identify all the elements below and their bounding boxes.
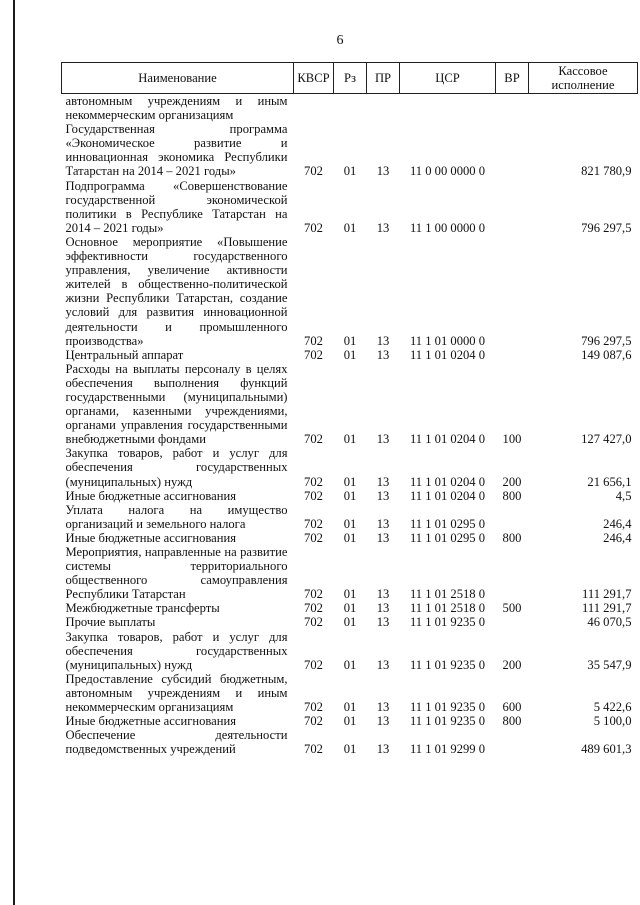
cell-pr: 13 bbox=[376, 220, 390, 235]
column-header-pr: ПР bbox=[367, 63, 400, 94]
cell-vr: 200 bbox=[502, 474, 522, 489]
cell-pr bbox=[367, 94, 400, 123]
cell-name: Уплата налога на имущество организаций и земельного налога bbox=[65, 502, 288, 531]
table-row bbox=[62, 362, 638, 447]
cell-name: Предоставление субсидий бюджетным, автономным учреждениям и иным некоммерческим организациям bbox=[65, 671, 288, 715]
cell-kvsr: 702 bbox=[304, 220, 323, 235]
cell-rz: 01 bbox=[343, 432, 357, 447]
cell-kvsr: 702 bbox=[304, 742, 323, 757]
table-row bbox=[62, 672, 638, 714]
cell-pr: 13 bbox=[376, 657, 390, 672]
cell-csr: 11 1 01 0204 0 bbox=[409, 488, 486, 503]
cell-rz: 01 bbox=[343, 220, 357, 235]
cell-sum bbox=[529, 94, 638, 123]
cell-pr: 13 bbox=[376, 714, 390, 729]
cell-kvsr: 702 bbox=[304, 601, 323, 616]
cell-sum: 149 087,6 bbox=[581, 347, 632, 362]
cell-csr: 11 1 01 9235 0 bbox=[409, 615, 486, 630]
cell-vr: 800 bbox=[502, 530, 522, 545]
cell-kvsr: 702 bbox=[304, 333, 323, 348]
cell-csr: 11 1 01 0204 0 bbox=[409, 474, 486, 489]
cell-sum: 46 070,5 bbox=[587, 615, 632, 630]
cell-name: Закупка товаров, работ и услуг для обеспечения государственных (муниципальных) нужд bbox=[65, 629, 288, 672]
column-header-rz: Рз bbox=[334, 63, 367, 94]
cell-sum: 4,5 bbox=[615, 488, 632, 503]
cell-csr: 11 1 01 9299 0 bbox=[409, 742, 486, 757]
cell-kvsr: 702 bbox=[304, 488, 323, 503]
cell-rz: 01 bbox=[343, 657, 357, 672]
cell-rz: 01 bbox=[343, 615, 357, 630]
budget-table-container bbox=[61, 62, 637, 756]
cell-sum: 796 297,5 bbox=[581, 333, 632, 348]
cell-pr: 13 bbox=[376, 432, 390, 447]
table-row bbox=[62, 615, 638, 629]
table-row bbox=[62, 503, 638, 531]
cell-sum: 489 601,3 bbox=[581, 742, 632, 757]
cell-pr: 13 bbox=[376, 516, 390, 531]
cell-sum: 246,4 bbox=[603, 530, 632, 545]
cell-vr: 100 bbox=[502, 432, 522, 447]
cell-name: Основное мероприятие «Повышение эффективности государственного управления, увеличение активности жителей в общественно-политической жизни Республики Татарстан, создание условий для развития инновационной деятельности и промышленного производства» bbox=[65, 234, 288, 348]
cell-kvsr: 702 bbox=[304, 347, 323, 362]
table-row bbox=[62, 531, 638, 545]
cell-csr bbox=[400, 94, 496, 123]
cell-csr: 11 1 01 9235 0 bbox=[409, 700, 486, 715]
cell-name: Расходы на выплаты персоналу в целях обеспечения выполнения функций государственными (муниципальными) органами, казенными учреждениями, органами управления государственными внебюджетными фондами bbox=[65, 361, 288, 447]
cell-sum: 5 422,6 bbox=[593, 700, 632, 715]
cell-csr: 11 1 01 9235 0 bbox=[409, 657, 486, 672]
cell-pr: 13 bbox=[376, 700, 390, 715]
cell-csr: 11 0 00 0000 0 bbox=[409, 164, 486, 179]
table-header bbox=[62, 63, 638, 94]
cell-vr bbox=[496, 122, 529, 178]
cell-csr: 11 1 00 0000 0 bbox=[409, 220, 486, 235]
cell-vr bbox=[496, 94, 529, 123]
table-row bbox=[62, 714, 638, 728]
cell-csr: 11 1 01 2518 0 bbox=[409, 587, 486, 602]
cell-csr: 11 1 01 0204 0 bbox=[409, 432, 486, 447]
cell-rz: 01 bbox=[343, 587, 357, 602]
cell-rz: 01 bbox=[343, 530, 357, 545]
cell-vr: 200 bbox=[502, 657, 522, 672]
cell-pr: 13 bbox=[376, 474, 390, 489]
cell-kvsr: 702 bbox=[304, 714, 323, 729]
cell-kvsr: 702 bbox=[304, 587, 323, 602]
cell-pr: 13 bbox=[376, 530, 390, 545]
header-row bbox=[62, 63, 638, 94]
cell-kvsr: 702 bbox=[304, 432, 323, 447]
cell-sum: 246,4 bbox=[603, 516, 632, 531]
cell-name: Иные бюджетные ассигнования bbox=[65, 488, 237, 503]
cell-rz bbox=[334, 94, 367, 123]
cell-rz: 01 bbox=[343, 742, 357, 757]
cell-name: Иные бюджетные ассигнования bbox=[65, 530, 237, 545]
cell-vr: 800 bbox=[502, 714, 522, 729]
cell-name: Государственная программа «Экономическое развитие и инновационная экономика Республики Татарстан на 2014 – 2021 годы» bbox=[65, 122, 288, 179]
left-margin-rule bbox=[13, 0, 15, 905]
cell-pr: 13 bbox=[376, 601, 390, 616]
cell-kvsr: 702 bbox=[304, 615, 323, 630]
cell-csr: 11 1 01 2518 0 bbox=[409, 601, 486, 616]
cell-vr: 800 bbox=[502, 488, 522, 503]
cell-rz: 01 bbox=[343, 700, 357, 715]
table-row bbox=[62, 630, 638, 672]
cell-sum: 821 780,9 bbox=[581, 164, 632, 179]
cell-kvsr: 702 bbox=[304, 657, 323, 672]
page-number: 6 bbox=[336, 33, 344, 48]
cell-name: Обеспечение деятельности подведомственных учреждений bbox=[65, 728, 288, 757]
column-header-sum: Кассовое исполнение bbox=[529, 63, 638, 94]
cell-csr: 11 1 01 0295 0 bbox=[409, 516, 486, 531]
cell-csr: 11 1 01 0000 0 bbox=[409, 333, 486, 348]
cell-sum: 5 100,0 bbox=[593, 714, 632, 729]
cell-vr bbox=[496, 728, 529, 756]
cell-vr bbox=[496, 615, 529, 629]
cell-pr: 13 bbox=[376, 347, 390, 362]
cell-kvsr bbox=[294, 94, 334, 123]
cell-pr: 13 bbox=[376, 333, 390, 348]
table-row bbox=[62, 489, 638, 503]
cell-name: Межбюджетные трансферты bbox=[65, 601, 220, 616]
cell-rz: 01 bbox=[343, 347, 357, 362]
cell-name: Прочие выплаты bbox=[65, 615, 156, 630]
table-row bbox=[62, 235, 638, 348]
cell-vr bbox=[496, 179, 529, 235]
cell-name: Закупка товаров, работ и услуг для обеспечения государственных (муниципальных) нужд bbox=[65, 446, 288, 489]
cell-rz: 01 bbox=[343, 516, 357, 531]
cell-name: Иные бюджетные ассигнования bbox=[65, 714, 237, 729]
cell-vr: 500 bbox=[502, 601, 522, 616]
cell-name: автономным учреждениям и иным некоммерческим организациям bbox=[65, 94, 288, 123]
cell-kvsr: 702 bbox=[304, 530, 323, 545]
table-row bbox=[62, 348, 638, 362]
cell-name: Мероприятия, направленные на развитие системы территориального общественного самоуправления Республики Татарстан bbox=[65, 545, 288, 602]
cell-sum: 21 656,1 bbox=[587, 474, 632, 489]
column-header-vr: ВР bbox=[496, 63, 529, 94]
column-header-name: Наименование bbox=[62, 63, 294, 94]
cell-kvsr: 702 bbox=[304, 164, 323, 179]
cell-sum: 111 291,7 bbox=[582, 601, 632, 616]
cell-pr: 13 bbox=[376, 164, 390, 179]
cell-csr: 11 1 01 9235 0 bbox=[409, 714, 486, 729]
cell-csr: 11 1 01 0204 0 bbox=[409, 347, 486, 362]
cell-sum: 127 427,0 bbox=[581, 432, 632, 447]
table-row bbox=[62, 728, 638, 756]
table-row bbox=[62, 94, 638, 123]
column-header-kvsr: КВСР bbox=[294, 63, 334, 94]
cell-pr: 13 bbox=[376, 615, 390, 630]
cell-rz: 01 bbox=[343, 164, 357, 179]
table-row bbox=[62, 545, 638, 601]
cell-sum: 796 297,5 bbox=[581, 220, 632, 235]
cell-pr: 13 bbox=[376, 587, 390, 602]
cell-vr bbox=[496, 235, 529, 348]
table-body bbox=[62, 94, 638, 757]
cell-csr: 11 1 01 0295 0 bbox=[409, 530, 486, 545]
budget-execution-table bbox=[61, 62, 638, 756]
cell-vr bbox=[496, 348, 529, 362]
table-row bbox=[62, 122, 638, 178]
table-row bbox=[62, 179, 638, 235]
column-header-csr: ЦСР bbox=[400, 63, 496, 94]
table-row bbox=[62, 601, 638, 615]
cell-rz: 01 bbox=[343, 474, 357, 489]
cell-sum: 111 291,7 bbox=[582, 587, 632, 602]
cell-pr: 13 bbox=[376, 488, 390, 503]
cell-name: Подпрограмма «Совершенствование государственной экономической политики в Республике Татарстан на 2014 – 2021 годы» bbox=[65, 178, 288, 235]
cell-rz: 01 bbox=[343, 488, 357, 503]
cell-kvsr: 702 bbox=[304, 474, 323, 489]
cell-rz: 01 bbox=[343, 714, 357, 729]
cell-sum: 35 547,9 bbox=[587, 657, 632, 672]
table-row bbox=[62, 446, 638, 488]
cell-kvsr: 702 bbox=[304, 516, 323, 531]
cell-vr bbox=[496, 503, 529, 531]
cell-rz: 01 bbox=[343, 333, 357, 348]
cell-vr: 600 bbox=[502, 700, 522, 715]
cell-rz: 01 bbox=[343, 601, 357, 616]
cell-vr bbox=[496, 545, 529, 601]
cell-name: Центральный аппарат bbox=[65, 347, 184, 362]
cell-pr: 13 bbox=[376, 742, 390, 757]
cell-kvsr: 702 bbox=[304, 700, 323, 715]
